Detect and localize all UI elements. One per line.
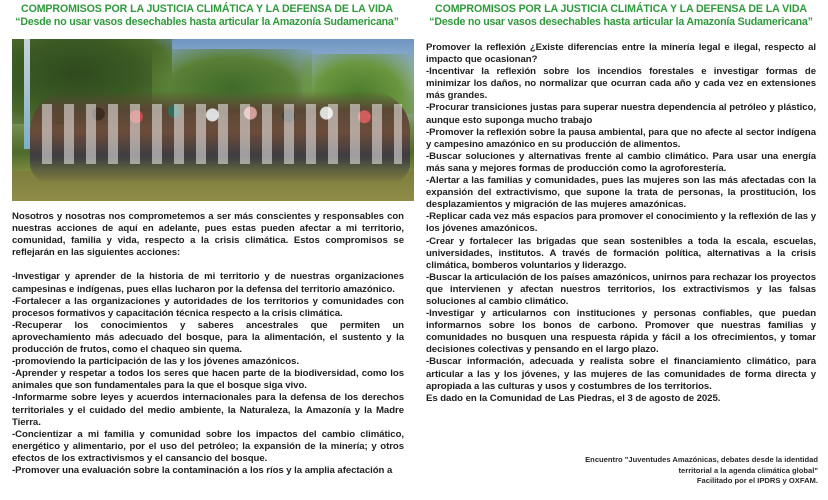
commitment-item: -Replicar cada vez más espacios para promover el conocimiento y la reflexión de las y los jóvenes amazónicos. bbox=[426, 211, 816, 235]
right-page bbox=[414, 0, 828, 500]
commitments-text-left bbox=[12, 211, 404, 477]
commitment-item: -Investigar y aprender de la historia de mi territorio y de nuestras organizaciones campesinas e indígenas, pues ellas lucharon por la defensa del territorio amazónico. bbox=[12, 271, 404, 295]
photo-certificates bbox=[42, 104, 402, 164]
commitment-item: -Promover una evaluación sobre la contaminación a los ríos y la amplia afectación a bbox=[12, 464, 393, 476]
page-subtitle: “Desde no usar vasos desechables hasta articular la Amazonía Sudamericana” bbox=[15, 16, 399, 28]
commitment-item: -Recuperar los conocimientos y saberes ancestrales que permiten un aprovechamiento más adecuado del bosque, para la alimentación, el sustento y la producción de frutos, como el chaqueo sin quema. bbox=[12, 319, 404, 356]
intro-paragraph: Nosotros y nosotras nos comprometemos a ser más conscientes y responsables con nuestras acciones de aquí en adelante, pues estas pueden afectar a mi territorio, comunidad, familia y vida, respecto a la crisis climática. Estos compromisos se reflejarán en las siguientes acciones: bbox=[12, 211, 404, 259]
page-subtitle: “Desde no usar vasos desechables hasta articular la Amazonía Sudamericana” bbox=[429, 16, 813, 28]
commitment-item: -Fortalecer a las organizaciones y autoridades de los territorios y comunidades con procesos formativos y capacitación técnica respecto a la crisis climática. bbox=[12, 295, 404, 319]
commitment-item: -Aprender y respetar a todos los seres que hacen parte de la biodiversidad, como los animales que son fundamentales para la que el bosque siga vivo. bbox=[12, 368, 404, 392]
commitment-item: -Buscar soluciones y alternativas frente al cambio climático. Para usar una energía más sana y mejores formas de producción como la agroforestería. bbox=[426, 150, 816, 174]
commitment-item: -Alertar a las familias y comunidades, pues las mujeres son las más afectadas con la expansión del extractivismo, que supone la trata de personas, la prostitución, los desplazamientos y migración de las mujeres amazónicas. bbox=[426, 175, 816, 211]
signature-block bbox=[585, 455, 818, 487]
commitment-item: -Procurar transiciones justas para superar nuestra dependencia al petróleo y plástico, aunque esto suponga mucho trabajo bbox=[426, 102, 816, 126]
commitment-item: -Incentivar la reflexión sobre los incendios forestales e investigar formas de minimizar los daños, no normalizar que ocurran cada año y cada vez en extensiones más grandes. bbox=[426, 66, 816, 102]
commitment-item: Promover la reflexión ¿Existe diferencias entre la minería legal e ilegal, respecto al impacto que ocasionan? bbox=[426, 42, 816, 66]
commitment-item: -Informarme sobre leyes y acuerdos internacionales para la defensa de los derechos territoriales y el cuidado del medio ambiente, la Naturaleza, la Amazonía y la Madre Tierra. bbox=[12, 392, 404, 428]
page-title: COMPROMISOS POR LA JUSTICIA CLIMÁTICA Y LA DEFENSA DE LA VIDA bbox=[21, 3, 393, 15]
commitment-item: -Buscar información, adecuada y realista sobre el financiamiento climático, para articular a las y los jóvenes, y las mujeres de las comunidades de forma directa y apropiada a las culturas y usos y costumbres de los territorios. bbox=[426, 356, 816, 392]
closing-statement: Es dado en la Comunidad de Las Piedras, el 3 de agosto de 2025. bbox=[426, 392, 721, 404]
commitment-item: -Investigar y articularnos con instituciones y personas confiables, que puedan informarnos sobre los bonos de carbono. Promover que nuestras familias y comunidades no busquen una respuesta rápida y fácil a los ofrecimientos, y tomar decisiones colectivas y pensando en el largo plazo. bbox=[426, 308, 816, 356]
signature-line: Encuentro "Juventudes Amazónicas, debates desde la identidad bbox=[585, 455, 818, 464]
commitment-item: -Promover la reflexión sobre la pausa ambiental, para que no afecte al sector indígena y campesino amazónico en su producción de alimentos. bbox=[426, 126, 816, 150]
commitment-item: -Buscar la articulación de los países amazónicos, unirnos para rechazar los proyectos que intervienen y afectan nuestros territorios, los extractivismos y las falsas soluciones al cambio climático. bbox=[426, 271, 816, 307]
signature-line: Facilitado por el IPDRS y OXFAM. bbox=[696, 476, 818, 485]
commitment-item: -Concientizar a mi familia y comunidad sobre los impactos del cambio climático, energético y alimentario, por el uso del petróleo; la expansión de la minería; y otros efectos de los extractivismos y el cansancio del bosque. bbox=[12, 428, 404, 464]
commitment-item: -Crear y fortalecer las brigadas que sean sostenibles a toda la escala, escuelas, universidades, institutos. A través de formación política, alternativas a la crisis climática, bomberos voluntarios y liderazgo. bbox=[426, 235, 816, 271]
page-title: COMPROMISOS POR LA JUSTICIA CLIMÁTICA Y LA DEFENSA DE LA VIDA bbox=[435, 3, 807, 15]
signature-line: territorial a la agenda climática global" bbox=[678, 465, 818, 475]
group-photo bbox=[12, 39, 414, 201]
commitment-item: -promoviendo la participación de las y los jóvenes amazónicos. bbox=[12, 356, 299, 368]
commitments-text-right bbox=[426, 42, 816, 405]
